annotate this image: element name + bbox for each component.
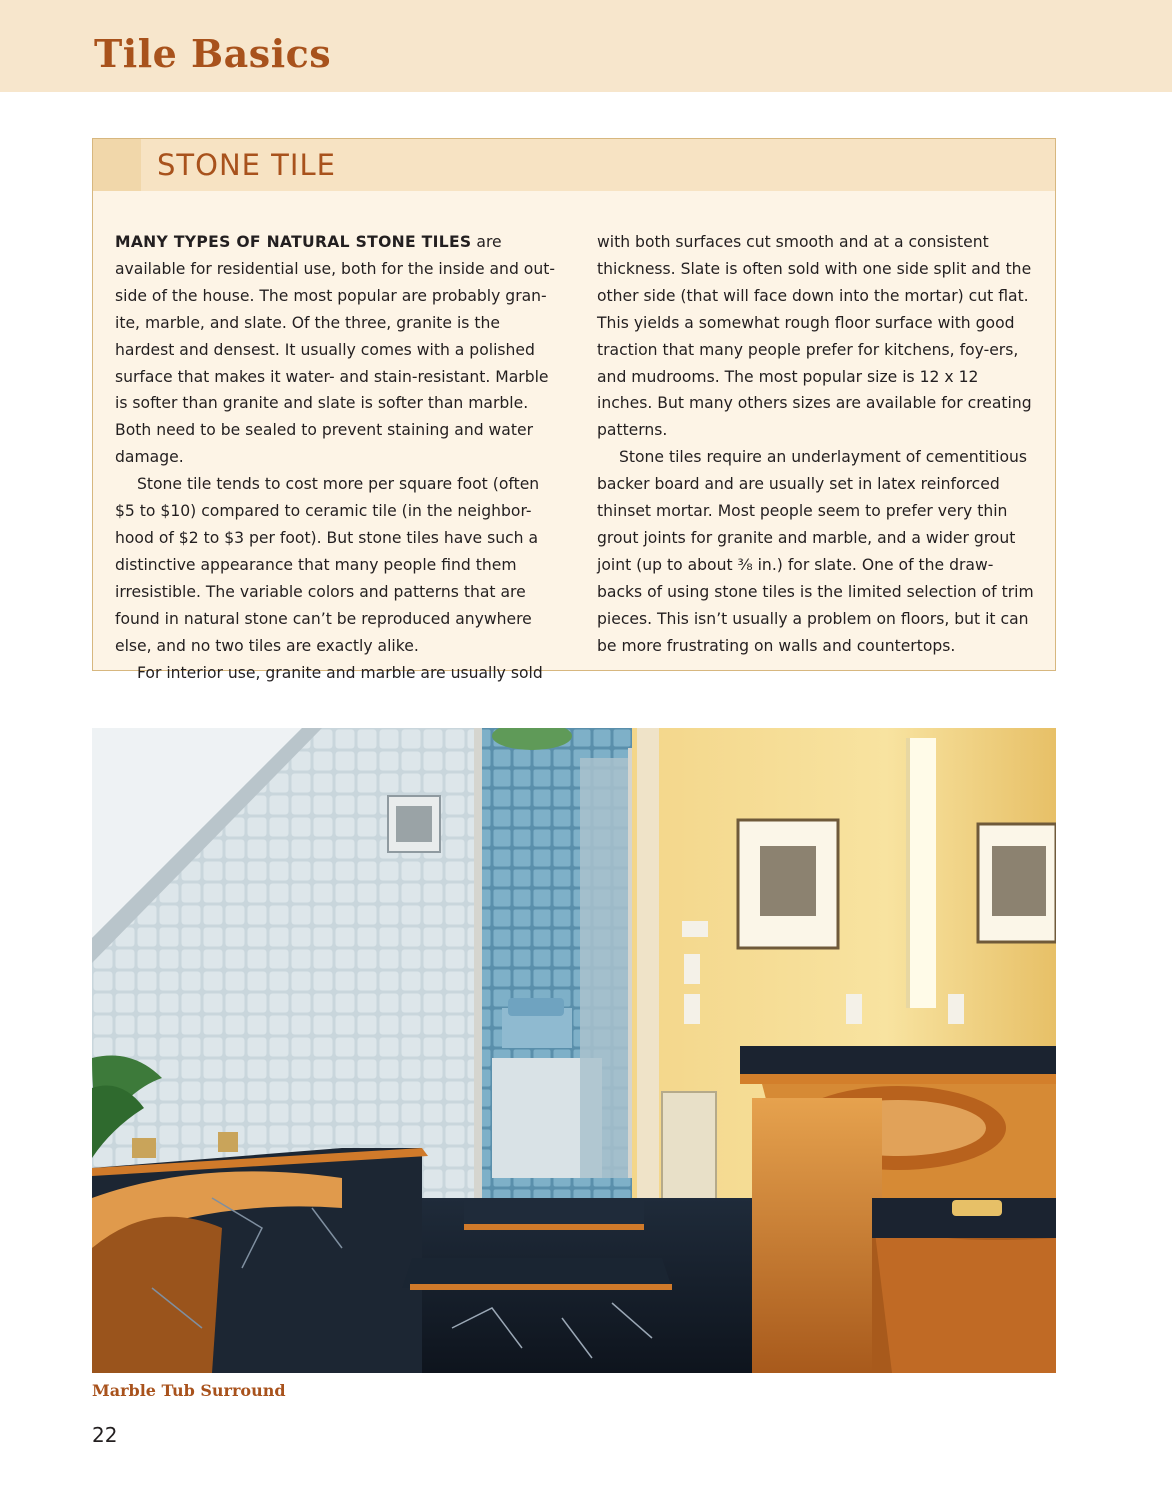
- paragraph: [115, 229, 555, 471]
- paragraph: Stone tiles require an underlayment of cementitious backer board and are usually set in latex reinforced thinset mortar. Most people seem to prefer very thin grout joints for granite and marble, and a wider grout joint (up to about ³⁄₈ in.) for slate. One of the draw-backs of using stone tiles is the limited selection of trim pieces. This isn’t usually a problem on floors, but it can be more frustrating on walls and countertops.: [597, 448, 1034, 655]
- sidebar-header-notch: [93, 139, 141, 191]
- bathroom-illustration: [92, 728, 1056, 1373]
- chapter-title: Tile Basics: [94, 31, 332, 76]
- page-number: 22: [92, 1423, 118, 1447]
- sidebar-right-column: [597, 229, 1037, 660]
- lead-in: MANY TYPES OF NATURAL STONE TILES: [115, 233, 472, 251]
- stone-tile-sidebar: [92, 138, 1056, 682]
- sidebar-title: STONE TILE: [157, 148, 336, 182]
- chapter-header-band: [0, 0, 1172, 92]
- figure-caption: Marble Tub Surround: [92, 1381, 286, 1400]
- bathroom-photo: [92, 728, 1056, 1373]
- sidebar-header: [93, 139, 1055, 191]
- paragraph: Stone tile tends to cost more per square foot (often $5 to $10) compared to ceramic tile (in the neighbor-hood of $2 to $3 per foot). But stone tiles have such a distinctive appearance that many people find them irresistible. The variable colors and patterns that are found in natural stone can’t be reproduced anywhere else, and no two tiles are exactly alike.: [115, 475, 540, 655]
- paragraph: For interior use, granite and marble are usually sold: [137, 663, 543, 682]
- paragraph: with both surfaces cut smooth and at a consistent thickness. Slate is often sold with one side split and the other side (that will face down into the mortar) cut flat. This yields a somewhat rough floor surface with good traction that many people prefer for kitchens, foy-ers, and mudrooms. The most popular size is 12 x 12 inches. But many others sizes are available for creating patterns.: [597, 233, 1032, 440]
- sidebar-left-column: [115, 229, 555, 686]
- paragraph-text: are available for residential use, both for the inside and out-side of the house. The most popular are probably gran-ite, marble, and slate. Of the three, granite is the hardest and densest. It usually comes with a polished surface that makes it water- and stain-resistant. Marble is softer than granite and slate is softer than marble. Both need to be sealed to prevent staining and water damage.: [115, 233, 555, 467]
